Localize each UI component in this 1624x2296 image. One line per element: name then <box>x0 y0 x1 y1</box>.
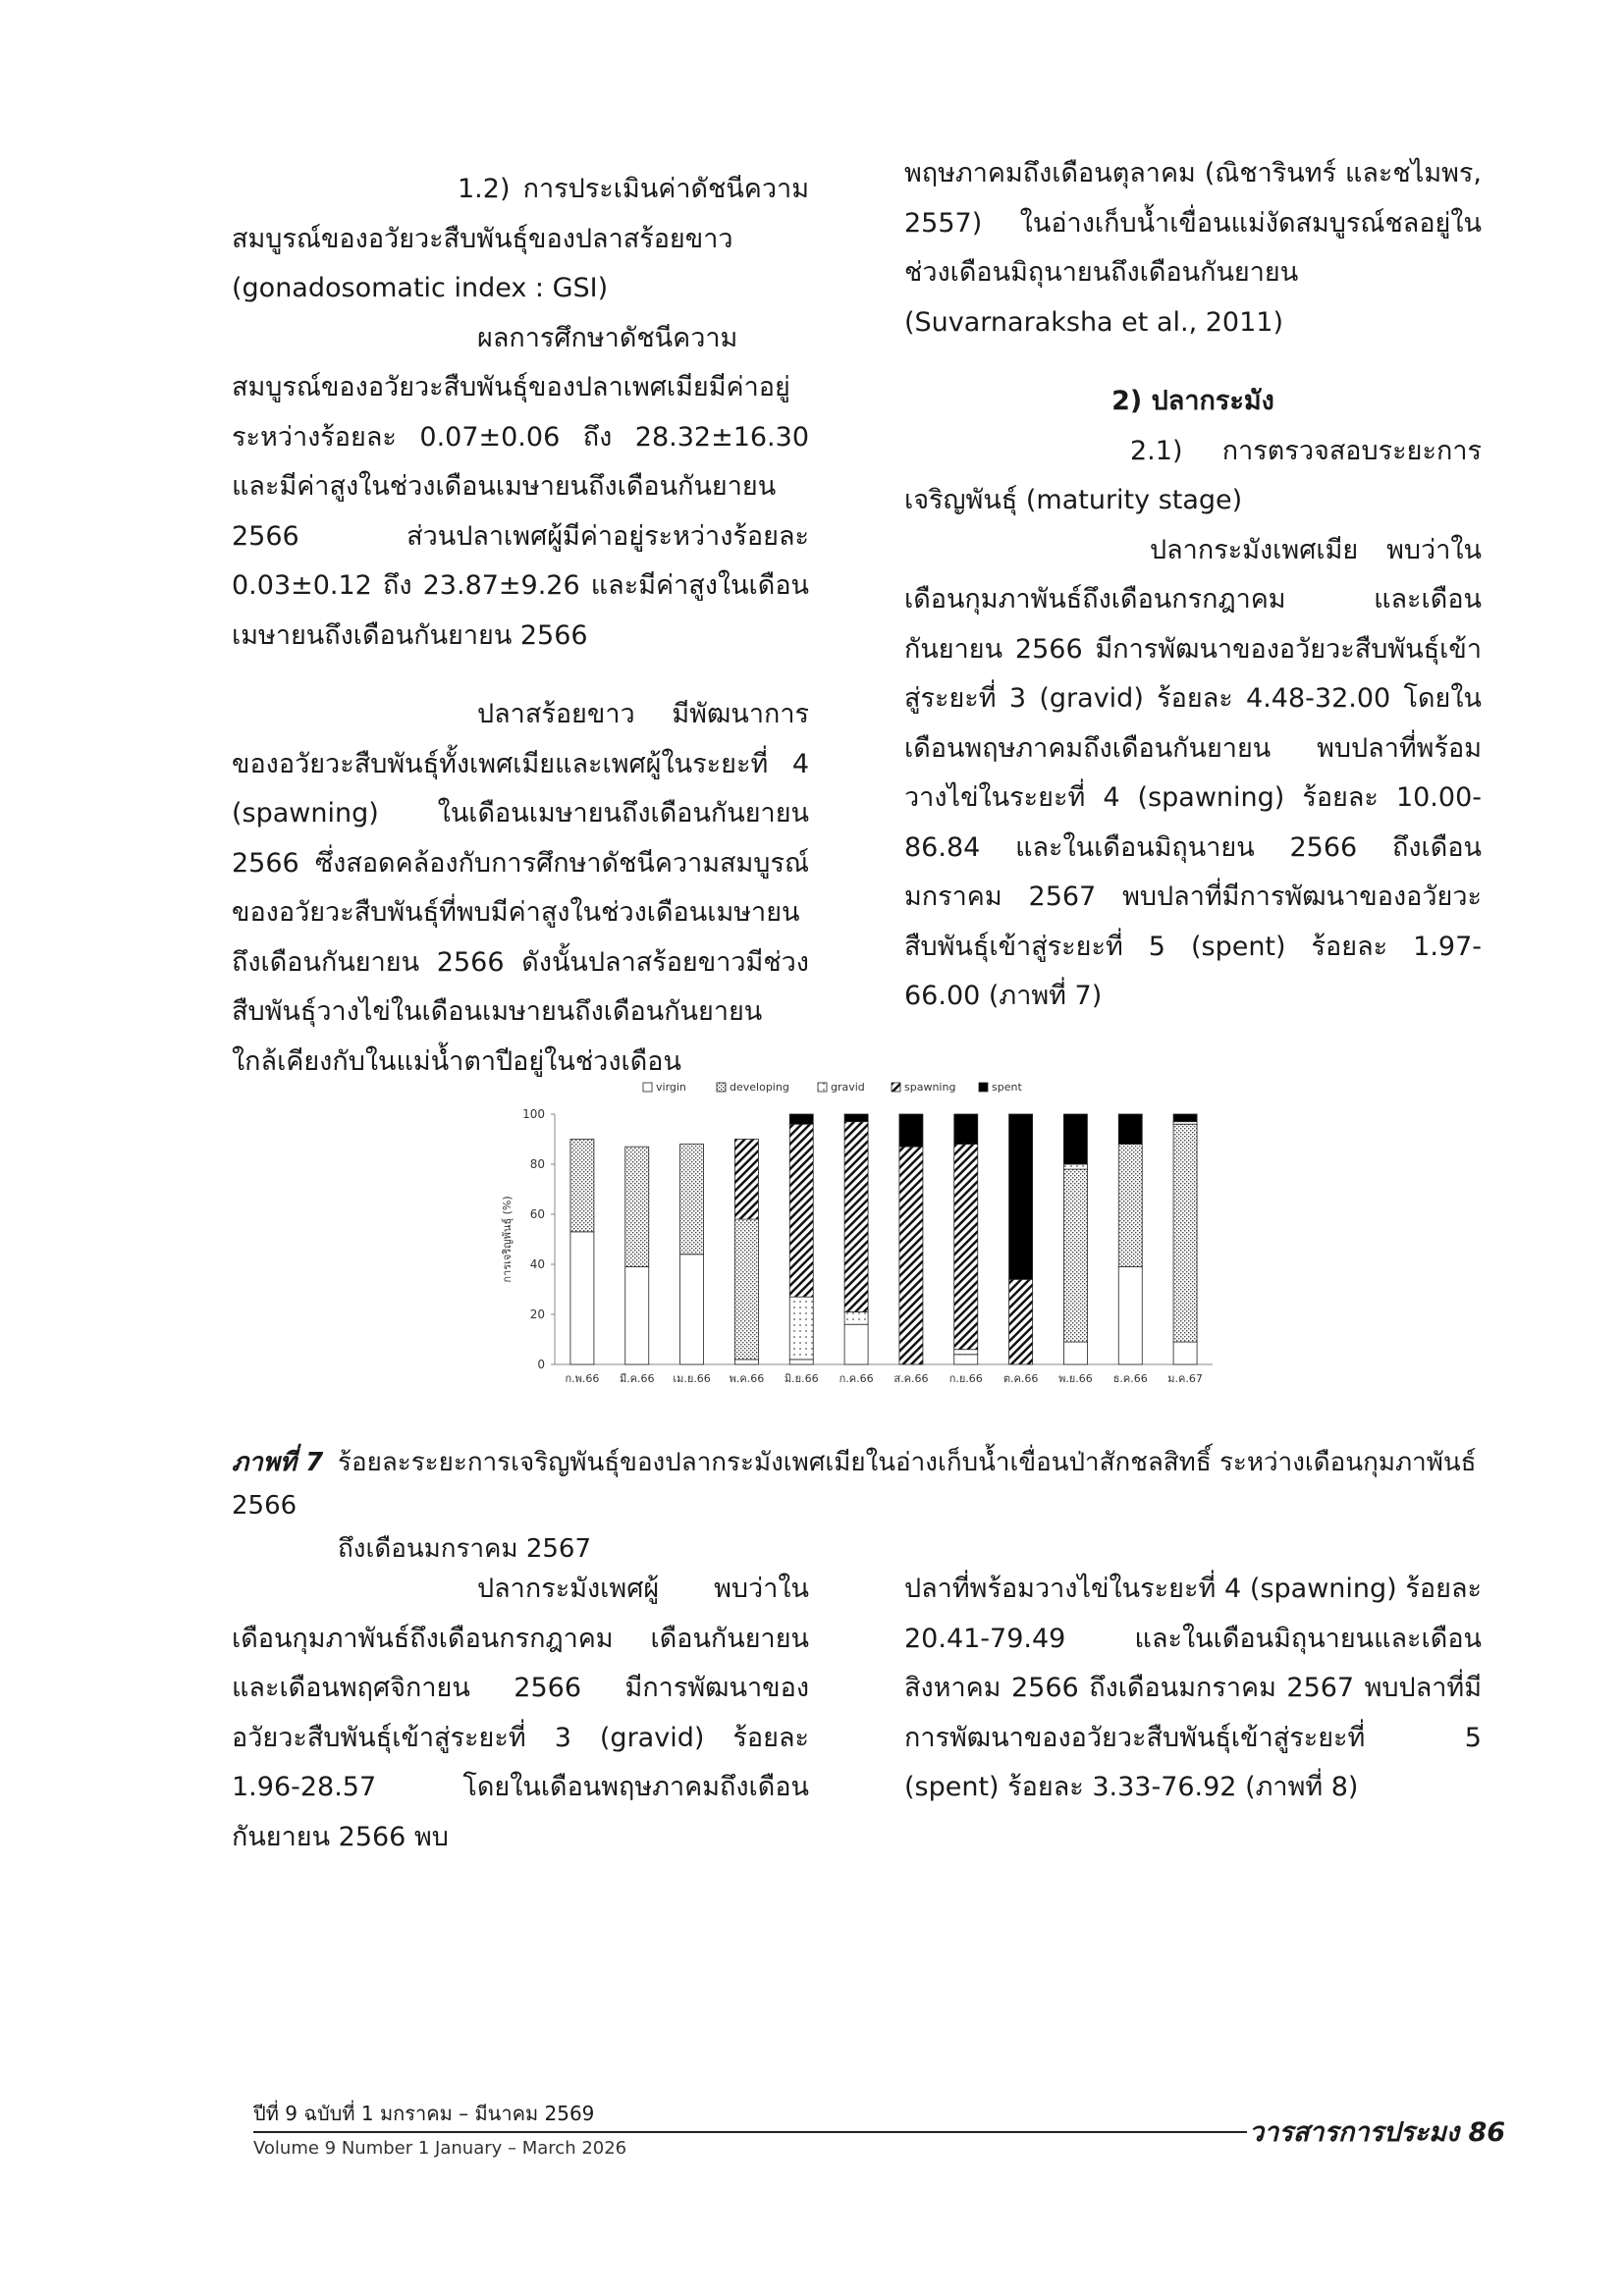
y-tick-label: 100 <box>522 1107 545 1121</box>
legend-swatch-developing <box>717 1083 726 1092</box>
bar-segment-virgin <box>789 1360 813 1364</box>
gsi-results-paragraph: ผลการศึกษาดัชนีความสมบูรณ์ของอวัยวะสืบพันธุ์ของปลาเพศเมียมีค่าอยู่ระหว่างร้อยละ 0.07±0.06 ถึง 28.32±16.30 และมีค่าสูงในช่วงเดือนเมษายนถึงเดือนกันยายน 2566 ส่วนปลาเพศผู้มีค่าอยู่ระหว่างร้อยละ 0.03±0.12 ถึง 23.87±9.26 และมีค่าสูงในเดือนเมษายนถึงเดือนกันยายน 2566 <box>232 322 809 651</box>
chart-plot-area <box>501 1107 1213 1385</box>
citation: (Suvarnaraksha et al., 2011) <box>904 306 1284 338</box>
spawning-season-paragraph: พฤษภาคมถึงเดือนตุลาคม (ณิชารินทร์ และชไมพร, 2557) ในอ่างเก็บน้ำเขื่อนแม่งัดสมบูรณ์ชลอยู่ในช่วงเดือนมิถุนายนถึงเดือนกันยายน (Suvarnaraksha et al., 2011) <box>904 158 1482 338</box>
y-tick-label: 40 <box>529 1257 545 1271</box>
left-column-lower <box>232 1565 809 1862</box>
x-tick-label: ก.ค.66 <box>839 1372 874 1385</box>
soi-khao-spawning-paragraph: ปลาสร้อยขาว มีพัฒนาการของอวัยวะสืบพันธุ์ทั้งเพศเมียและเพศผู้ในระยะที่ 4 (spawning) ในเดือนเมษายนถึงเดือนกันยายน 2566 ซึ่งสอดคล้องกับการศึกษาดัชนีความสมบูรณ์ของอวัยวะสืบพันธุ์ที่พบมีค่าสูงในช่วงเดือนเมษายนถึงเดือนกันยายน 2566 ดังนั้นปลาสร้อยขาวมีช่วงสืบพันธุ์วางไข่ในเดือนเมษายนถึงเดือนกันยายน ใกล้เคียงกับในแม่น้ำตาปีอยู่ในช่วงเดือน <box>232 699 809 1077</box>
bar-segment-virgin <box>844 1324 868 1364</box>
legend-swatch-gravid <box>818 1083 827 1092</box>
bar-segment-spawning <box>954 1145 978 1350</box>
legend-swatch-virgin <box>643 1083 652 1092</box>
figure-caption <box>232 1441 1498 1571</box>
bar-segment-spawning <box>899 1147 923 1364</box>
chart-legend <box>643 1081 1022 1094</box>
female-maturity-paragraph: ปลากระมังเพศเมีย พบว่าในเดือนกุมภาพันธ์ถึงเดือนกรกฎาคม และเดือนกันยายน 2566 มีการพัฒนาของอวัยวะสืบพันธุ์เข้าสู่ระยะที่ 3 (gravid) ร้อยละ 4.48-32.00 โดยในเดือนพฤษภาคมถึงเดือนกันยายน พบปลาที่พร้อมวางไข่ในระยะที่ 4 (spawning) ร้อยละ 10.00-86.84 และในเดือนมิถุนายน 2566 ถึงเดือนมกราคม 2567 พบปลาที่มีการพัฒนาของอวัยวะสืบพันธุ์เข้าสู่ระยะที่ 5 (spent) ร้อยละ 1.97-66.00 (ภาพที่ 7) <box>904 534 1482 1011</box>
bar-segment-virgin <box>1173 1342 1197 1364</box>
footer-rule <box>253 2131 1247 2133</box>
caption-line-2: ถึงเดือนมกราคม 2567 <box>338 1534 592 1564</box>
bar-segment-gravid <box>1063 1164 1087 1169</box>
bar-segment-gravid <box>789 1297 813 1360</box>
bar-segment-spawning <box>1009 1279 1033 1364</box>
bar-segment-virgin <box>625 1267 649 1364</box>
x-tick-label: ก.พ.66 <box>565 1372 600 1385</box>
legend-label-spent: spent <box>992 1081 1022 1094</box>
bar-segment-virgin <box>570 1232 594 1364</box>
footer-issue-en: Volume 9 Number 1 January – March 2026 <box>253 2138 627 2159</box>
left-column <box>232 165 809 1087</box>
maturity-stage-chart <box>491 1075 1227 1409</box>
x-tick-label: ม.ค.67 <box>1167 1372 1203 1385</box>
bar-segment-virgin <box>1118 1267 1142 1364</box>
bar-segment-virgin <box>954 1355 978 1364</box>
bar-segment-spent <box>899 1114 923 1147</box>
bar-segment-spent <box>1173 1114 1197 1122</box>
male-maturity-paragraph-cont: ปลาที่พร้อมวางไข่ในระยะที่ 4 (spawning) ร้อยละ 20.41-79.49 และในเดือนมิถุนายนและเดือนสิงหาคม 2566 ถึงเดือนมกราคม 2567 พบปลาที่มีการพัฒนาของอวัยวะสืบพันธุ์เข้าสู่ระยะที่ 5 (spent) ร้อยละ 3.33-76.92 (ภาพที่ 8) <box>904 1574 1482 1802</box>
bar-segment-developing <box>734 1219 758 1360</box>
legend-label-gravid: gravid <box>831 1081 865 1094</box>
footer-issue-th: ปีที่ 9 ฉบับที่ 1 มกราคม – มีนาคม 2569 <box>253 2102 595 2125</box>
section-1-2-heading: 1.2) การประเมินค่าดัชนีความสมบูรณ์ของอวัยวะสืบพันธุ์ของปลาสร้อยขาว (gonadosomatic index : GSI) <box>232 174 809 303</box>
right-column <box>904 149 1482 1022</box>
x-tick-label: พ.ค.66 <box>729 1372 765 1385</box>
bar-segment-spawning <box>734 1140 758 1220</box>
legend-label-developing: developing <box>730 1081 789 1094</box>
bar-segment-developing <box>1063 1169 1087 1342</box>
section-2-1-heading: 2.1) การตรวจสอบระยะการเจริญพันธุ์ (maturity stage) <box>904 435 1482 515</box>
bar-segment-spent <box>789 1114 813 1124</box>
y-tick-label: 0 <box>537 1358 545 1371</box>
caption-line-1: ร้อยละระยะการเจริญพันธุ์ของปลากระมังเพศเมียในอ่างเก็บน้ำเขื่อนป่าสักชลสิทธิ์ ระหว่างเดือนกุมภาพันธ์ 2566 <box>232 1448 1477 1521</box>
bar-segment-spent <box>954 1114 978 1145</box>
bar-segment-developing <box>625 1147 649 1266</box>
caption-label: ภาพที่ 7 <box>232 1448 324 1477</box>
x-tick-label: มี.ค.66 <box>619 1372 655 1385</box>
x-tick-label: ส.ค.66 <box>893 1372 929 1385</box>
bar-segment-spent <box>1063 1114 1087 1164</box>
bar-segment-spawning <box>789 1124 813 1297</box>
legend-swatch-spent <box>979 1083 988 1092</box>
male-maturity-paragraph: ปลากระมังเพศผู้ พบว่าในเดือนกุมภาพันธ์ถึงเดือนกรกฎาคม เดือนกันยายน และเดือนพฤศจิกายน 2566 มีการพัฒนาของอวัยวะสืบพันธุ์เข้าสู่ระยะที่ 3 (gravid) ร้อยละ 1.96-28.57 โดยในเดือนพฤษภาคมถึงเดือนกันยายน 2566 พบ <box>232 1574 809 1852</box>
x-tick-label: พ.ย.66 <box>1058 1372 1093 1385</box>
bar-segment-developing <box>1173 1124 1197 1342</box>
bar-segment-developing <box>1118 1145 1142 1267</box>
bar-segment-spent <box>844 1114 868 1122</box>
bar-segment-spent <box>1118 1114 1142 1145</box>
bar-segment-gravid <box>954 1350 978 1355</box>
y-tick-label: 60 <box>529 1207 545 1221</box>
y-tick-label: 80 <box>529 1157 545 1171</box>
legend-swatch-spawning <box>892 1083 900 1092</box>
x-tick-label: มิ.ย.66 <box>784 1372 819 1385</box>
bar-segment-developing <box>570 1140 594 1232</box>
x-tick-label: ต.ค.66 <box>1002 1372 1039 1385</box>
y-tick-label: 20 <box>529 1308 545 1321</box>
bar-segment-virgin <box>734 1360 758 1364</box>
bar-segment-virgin <box>1063 1342 1087 1364</box>
bar-segment-gravid <box>844 1311 868 1324</box>
bar-segment-spent <box>1009 1114 1033 1279</box>
y-axis-label: การเจริญพันธุ์ (%) <box>501 1196 514 1283</box>
x-tick-label: ก.ย.66 <box>948 1372 983 1385</box>
x-tick-label: ธ.ค.66 <box>1112 1372 1148 1385</box>
x-tick-label: เม.ย.66 <box>673 1372 711 1385</box>
legend-label-virgin: virgin <box>656 1081 686 1094</box>
right-column-lower <box>904 1565 1482 1813</box>
legend-label-spawning: spawning <box>904 1081 956 1094</box>
bar-segment-virgin <box>680 1255 704 1364</box>
footer-journal-page: วารสารการประมง 86 <box>1249 2117 1506 2148</box>
bar-segment-developing <box>680 1145 704 1255</box>
bar-segment-spawning <box>844 1122 868 1312</box>
section-2-heading: 2) ปลากระมัง <box>1111 386 1274 416</box>
